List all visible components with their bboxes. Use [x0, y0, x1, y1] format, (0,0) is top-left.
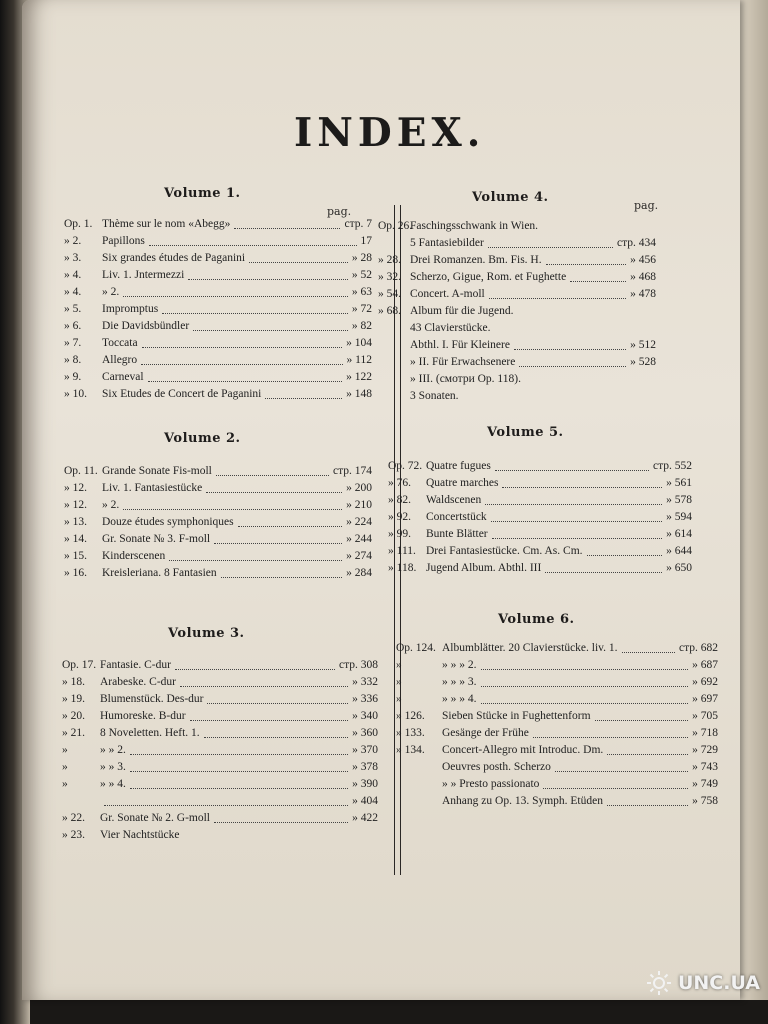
entry-page-number: » 332 — [352, 676, 378, 688]
entry-page-number: » 112 — [346, 354, 372, 366]
entry-page-number: » 644 — [666, 545, 692, 557]
index-entry — [378, 286, 656, 302]
index-entry — [396, 725, 718, 741]
index-page — [22, 0, 740, 1000]
entry-title: » » » 4. — [442, 693, 477, 705]
leader-dots — [188, 270, 348, 280]
entry-page-number: » 284 — [346, 567, 372, 579]
leader-dots — [142, 338, 343, 348]
entry-page-number: » 200 — [346, 482, 372, 494]
entry-opus: » 22. — [62, 812, 85, 824]
entry-page-number: » 370 — [352, 744, 378, 756]
index-entry — [64, 233, 372, 249]
leader-dots — [595, 711, 689, 721]
index-entry — [388, 475, 692, 491]
entry-page-number: » 244 — [346, 533, 372, 545]
index-entry — [378, 218, 656, 234]
entry-opus: » 14. — [64, 533, 87, 545]
entry-title: » 2. — [102, 499, 120, 511]
entry-page-number: » 82 — [351, 320, 372, 332]
entry-opus: » — [396, 659, 402, 671]
index-entry — [62, 742, 378, 758]
entry-title: Six Etudes de Concert de Paganini — [102, 388, 262, 400]
entry-title: Impromptus — [102, 303, 159, 315]
leader-dots — [104, 796, 348, 806]
entry-opus: » 7. — [64, 337, 82, 349]
entry-page-number: » 52 — [351, 269, 372, 281]
leader-dots — [148, 372, 343, 382]
entry-page-number: » 360 — [352, 727, 378, 739]
entry-page-number: » 28 — [351, 252, 372, 264]
entry-opus: » 21. — [62, 727, 85, 739]
entry-title: » » » 3. — [442, 676, 477, 688]
entry-page-number: » 687 — [692, 659, 718, 671]
entry-title: Papillons — [102, 235, 145, 247]
entry-page-number: » 456 — [630, 254, 656, 266]
index-entry — [64, 216, 372, 232]
entry-page-number: стр. 174 — [332, 465, 372, 477]
index-entry — [396, 640, 718, 656]
entry-page-number: » 614 — [666, 528, 692, 540]
leader-dots — [555, 762, 688, 772]
entry-opus: » — [396, 676, 402, 688]
leader-dots — [123, 500, 342, 510]
entry-title: Six grandes études de Paganini — [102, 252, 246, 264]
entry-opus: » 23. — [62, 829, 85, 841]
index-entry — [396, 759, 718, 775]
leader-dots — [206, 483, 342, 493]
entry-opus: » 5. — [64, 303, 82, 315]
leader-dots — [495, 461, 649, 471]
entry-page-number: 17 — [360, 235, 372, 247]
entry-page-number: » 148 — [346, 388, 372, 400]
entry-opus: » 76. — [388, 477, 411, 489]
leader-dots — [622, 643, 675, 653]
entry-opus: » 99. — [388, 528, 411, 540]
leader-dots — [492, 529, 662, 539]
entry-title: Bunte Blätter — [426, 528, 488, 540]
leader-dots — [207, 694, 348, 704]
index-entry — [64, 531, 372, 547]
index-entry — [64, 514, 372, 530]
entry-opus: » 4. — [64, 269, 82, 281]
entry-page-number: » 697 — [692, 693, 718, 705]
entry-page-number: » 743 — [692, 761, 718, 773]
entry-title: Sieben Stücke in Fughettenform — [442, 710, 591, 722]
volume-2-heading: Volume 2. — [164, 431, 241, 446]
index-entry — [388, 458, 692, 474]
leader-dots — [607, 796, 688, 806]
entry-title: Liv. 1. Jntermezzi — [102, 269, 185, 281]
entry-title: Oeuvres posth. Scherzo — [442, 761, 551, 773]
entry-opus: » 111. — [388, 545, 416, 557]
entry-page-number: » 340 — [352, 710, 378, 722]
entry-opus: Op. 17. — [62, 659, 97, 671]
leader-dots — [481, 694, 689, 704]
index-entry — [62, 827, 378, 843]
leader-dots — [519, 357, 626, 367]
index-entry — [64, 497, 372, 513]
entry-page-number: » 468 — [630, 271, 656, 283]
entry-page-number: » 561 — [666, 477, 692, 489]
index-entry — [378, 388, 656, 404]
entry-title: Quatre fugues — [426, 460, 491, 472]
entry-page-number: » 718 — [692, 727, 718, 739]
entry-page-number: » 422 — [352, 812, 378, 824]
leader-dots — [546, 255, 627, 265]
leader-dots — [190, 711, 349, 721]
entry-opus: Op. 1. — [64, 218, 93, 230]
entry-title: » 2. — [102, 286, 120, 298]
entry-title: Douze études symphoniques — [102, 516, 234, 528]
entry-title: Kreisleriana. 8 Fantasien — [102, 567, 217, 579]
entry-opus: » 92. — [388, 511, 411, 523]
index-entry — [64, 301, 372, 317]
leader-dots — [265, 389, 342, 399]
index-entry — [396, 742, 718, 758]
entry-opus: » 15. — [64, 550, 87, 562]
volume-1-pag-label: pag. — [327, 205, 352, 218]
entry-title: Fantasie. C-dur — [100, 659, 171, 671]
index-entry — [378, 320, 656, 336]
index-entry — [388, 543, 692, 559]
entry-title: Gr. Sonate № 2. G-moll — [100, 812, 210, 824]
index-entry — [62, 776, 378, 792]
leader-dots — [488, 238, 613, 248]
leader-dots — [123, 287, 348, 297]
entry-opus: Op. 124. — [396, 642, 436, 654]
leader-dots — [517, 307, 652, 316]
entry-page-number: стр. 7 — [344, 218, 372, 230]
index-entry — [64, 318, 372, 334]
entry-title: Faschingsschwank in Wien. — [410, 220, 539, 232]
entry-title: » III. (смотри Op. 118). — [410, 373, 521, 385]
leader-dots — [193, 321, 348, 331]
index-entry — [62, 708, 378, 724]
leader-dots — [542, 222, 652, 231]
leader-dots — [607, 745, 688, 755]
entry-page-number: » 224 — [346, 516, 372, 528]
entry-title: Waldscenen — [426, 494, 482, 506]
leader-dots — [514, 340, 626, 350]
entry-page-number: » 274 — [346, 550, 372, 562]
index-entry — [378, 235, 656, 251]
entry-opus: » 126. — [396, 710, 425, 722]
entry-opus: » 12. — [64, 482, 87, 494]
entry-opus: » 54. — [378, 288, 401, 300]
entry-page-number: » 512 — [630, 339, 656, 351]
entry-page-number: » 758 — [692, 795, 718, 807]
entry-opus: » 16. — [64, 567, 87, 579]
index-entry — [378, 269, 656, 285]
entry-opus: Op. 11. — [64, 465, 98, 477]
page-title: INDEX. — [294, 110, 486, 156]
index-entry — [388, 492, 692, 508]
entry-page-number: стр. 308 — [338, 659, 378, 671]
entry-page-number: » 336 — [352, 693, 378, 705]
entry-page-number: » 749 — [692, 778, 718, 790]
index-entry — [64, 386, 372, 402]
entry-opus: » 12. — [64, 499, 87, 511]
entry-opus: » — [396, 693, 402, 705]
leader-dots — [180, 677, 348, 687]
leader-dots — [481, 677, 689, 687]
leader-dots — [214, 813, 348, 823]
entry-title: 5 Fantasiebilder — [410, 237, 484, 249]
watermark-text: UNC.UA — [677, 972, 760, 994]
entry-opus: » — [62, 778, 68, 790]
index-entry — [378, 303, 656, 319]
entry-page-number: » 122 — [346, 371, 372, 383]
entry-opus: » 2. — [64, 235, 82, 247]
index-entry — [62, 674, 378, 690]
site-watermark — [646, 970, 760, 996]
entry-opus: Op. 72. — [388, 460, 423, 472]
leader-dots — [545, 563, 662, 573]
leader-dots — [130, 745, 348, 755]
leader-dots — [204, 728, 348, 738]
index-entry — [396, 691, 718, 707]
leader-dots — [463, 392, 652, 401]
index-entry — [378, 337, 656, 353]
entry-title: Humoreske. B-dur — [100, 710, 186, 722]
leader-dots — [494, 324, 652, 333]
index-entry — [396, 708, 718, 724]
entry-page-number: » 390 — [352, 778, 378, 790]
entry-title: Gr. Sonate № 3. F-moll — [102, 533, 211, 545]
entry-title: Thème sur le nom «Abegg» — [102, 218, 231, 230]
entry-page-number: стр. 552 — [652, 460, 692, 472]
volume-4-pag-label: pag. — [634, 199, 659, 212]
entry-page-number: » 478 — [630, 288, 656, 300]
volume-3-heading: Volume 3. — [168, 626, 245, 641]
index-entry — [62, 810, 378, 826]
leader-dots — [214, 534, 342, 544]
leader-dots — [489, 289, 626, 299]
entry-title: Album für die Jugend. — [410, 305, 514, 317]
volume-1-heading: Volume 1. — [164, 186, 241, 201]
index-entry — [62, 725, 378, 741]
entry-title: Arabeske. C-dur — [100, 676, 177, 688]
entry-opus: » 134. — [396, 744, 425, 756]
entry-title: 43 Clavierstücke. — [410, 322, 491, 334]
leader-dots — [587, 546, 663, 556]
entry-page-number: стр. 434 — [616, 237, 656, 249]
entry-title: Grande Sonate Fis-moll — [102, 465, 212, 477]
entry-title: Abthl. I. Für Kleinere — [410, 339, 510, 351]
index-entry — [62, 759, 378, 775]
entry-opus: » — [62, 744, 68, 756]
entry-opus: » 8. — [64, 354, 82, 366]
entry-title: » » 2. — [100, 744, 126, 756]
entry-page-number: » 578 — [666, 494, 692, 506]
entry-title: Concert. A-moll — [410, 288, 485, 300]
entry-opus: » 9. — [64, 371, 82, 383]
leader-dots — [162, 304, 348, 314]
entry-page-number: » 650 — [666, 562, 692, 574]
index-entry — [378, 354, 656, 370]
entry-opus: » 4. — [64, 286, 82, 298]
entry-opus: » 13. — [64, 516, 87, 528]
leader-dots — [249, 253, 348, 263]
entry-title: Albumblätter. 20 Clavierstücke. liv. 1. — [442, 642, 618, 654]
leader-dots — [525, 375, 652, 384]
entry-title: Kinderscenen — [102, 550, 166, 562]
entry-title: Scherzo, Gigue, Rom. et Fughette — [410, 271, 567, 283]
sun-logo-icon — [646, 970, 672, 996]
index-entry — [388, 509, 692, 525]
leader-dots — [216, 466, 329, 476]
entry-page-number: » 594 — [666, 511, 692, 523]
entry-page-number: » 705 — [692, 710, 718, 722]
entry-opus: » 20. — [62, 710, 85, 722]
leader-dots — [149, 236, 357, 246]
index-entry — [64, 335, 372, 351]
index-entry — [64, 548, 372, 564]
entry-opus: » 28. — [378, 254, 401, 266]
entry-title: Concertstück — [426, 511, 487, 523]
entry-title: 3 Sonaten. — [410, 390, 459, 402]
leader-dots — [543, 779, 688, 789]
index-entry — [378, 252, 656, 268]
index-entry — [62, 691, 378, 707]
entry-title: » » 4. — [100, 778, 126, 790]
leader-dots — [141, 355, 342, 365]
entry-title: Die Davidsbündler — [102, 320, 190, 332]
leader-dots — [481, 660, 689, 670]
leader-dots — [175, 660, 335, 670]
leader-dots — [502, 478, 662, 488]
index-entry — [388, 560, 692, 576]
entry-title: Concert-Allegro mit Introduc. Dm. — [442, 744, 604, 756]
leader-dots — [130, 779, 348, 789]
leader-dots — [221, 568, 342, 578]
index-entry — [64, 463, 372, 479]
entry-opus: » — [62, 761, 68, 773]
entry-title: Anhang zu Op. 13. Symph. Etüden — [442, 795, 603, 807]
index-entry — [388, 526, 692, 542]
entry-page-number: » 729 — [692, 744, 718, 756]
entry-page-number: » 72 — [351, 303, 372, 315]
entry-title: » » » 2. — [442, 659, 477, 671]
index-entry — [62, 657, 378, 673]
entry-opus: » 19. — [62, 693, 85, 705]
index-entry — [64, 352, 372, 368]
entry-title: Blumenstück. Des-dur — [100, 693, 204, 705]
entry-opus: Op. 26. — [378, 220, 413, 232]
index-entry — [64, 250, 372, 266]
entry-page-number: » 692 — [692, 676, 718, 688]
entry-title: » II. Für Erwachsenere — [410, 356, 516, 368]
volume-5-heading: Volume 5. — [487, 425, 564, 440]
entry-page-number: » 210 — [346, 499, 372, 511]
entry-title: Liv. 1. Fantasiestücke — [102, 482, 203, 494]
leader-dots — [570, 272, 626, 282]
entry-opus: » 82. — [388, 494, 411, 506]
index-entry — [64, 565, 372, 581]
entry-title: Toccata — [102, 337, 138, 349]
volume-6-heading: Volume 6. — [498, 612, 575, 627]
leader-dots — [234, 219, 340, 229]
entry-opus: » 32. — [378, 271, 401, 283]
leader-dots — [533, 728, 688, 738]
index-entry — [396, 657, 718, 673]
leader-dots — [130, 762, 348, 772]
entry-title: Quatre marches — [426, 477, 499, 489]
leader-dots — [485, 495, 662, 505]
leader-dots — [238, 517, 343, 527]
entry-page-number: » 104 — [346, 337, 372, 349]
entry-title: » » 3. — [100, 761, 126, 773]
entry-title: 8 Noveletten. Heft. 1. — [100, 727, 200, 739]
entry-page-number: » 404 — [352, 795, 378, 807]
index-entry — [62, 793, 378, 809]
entry-page-number: » 528 — [630, 356, 656, 368]
entry-opus: » 68. — [378, 305, 401, 317]
entry-opus: » 6. — [64, 320, 82, 332]
index-entry — [396, 674, 718, 690]
entry-title: Drei Fantasiestücke. Cm. As. Cm. — [426, 545, 583, 557]
entry-page-number: » 378 — [352, 761, 378, 773]
entry-opus: » 18. — [62, 676, 85, 688]
entry-page-number: стр. 682 — [678, 642, 718, 654]
leader-dots — [183, 831, 374, 840]
entry-opus: » 10. — [64, 388, 87, 400]
index-entry — [64, 284, 372, 300]
index-entry — [64, 369, 372, 385]
index-entry — [64, 480, 372, 496]
entry-opus: » 3. — [64, 252, 82, 264]
entry-title: Jugend Album. Abthl. III — [426, 562, 542, 574]
entry-opus: » 118. — [388, 562, 417, 574]
entry-title: Gesänge der Frühe — [442, 727, 529, 739]
entry-opus: » 133. — [396, 727, 425, 739]
entry-title: » » Presto passionato — [442, 778, 540, 790]
index-entry — [64, 267, 372, 283]
entry-title: Carneval — [102, 371, 144, 383]
volume-4-heading: Volume 4. — [472, 190, 549, 205]
entry-title: Drei Romanzen. Bm. Fis. H. — [410, 254, 542, 266]
entry-title: Vier Nachtstücke — [100, 829, 180, 841]
index-entry — [396, 776, 718, 792]
index-entry — [378, 371, 656, 387]
index-entry — [396, 793, 718, 809]
leader-dots — [491, 512, 662, 522]
entry-page-number: » 63 — [351, 286, 372, 298]
leader-dots — [169, 551, 342, 561]
entry-title: Allegro — [102, 354, 138, 366]
